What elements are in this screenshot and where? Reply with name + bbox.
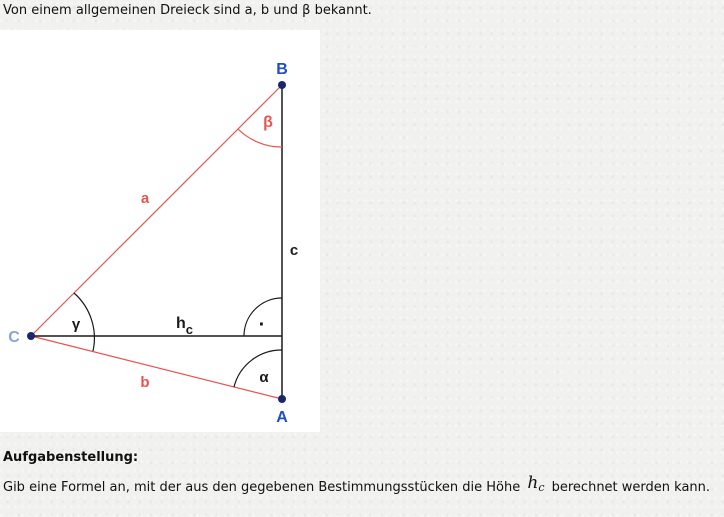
height-hc-base: h xyxy=(176,315,186,332)
task-text-before: Gib eine Formel an, mit der aus den gegebenen Bestimmungsstücken die Höhe xyxy=(3,480,521,495)
vertex-a-label: A xyxy=(276,409,288,426)
intro-text: Von einem allgemeinen Dreieck sind a, b und β bekannt. xyxy=(3,3,372,18)
side-b-label: b xyxy=(140,374,150,391)
triangle-diagram xyxy=(0,30,320,432)
height-hc-sub: c xyxy=(185,322,194,337)
triangle-figure xyxy=(0,30,320,432)
angle-beta-arc xyxy=(238,129,282,147)
vertex-b-point xyxy=(278,81,286,89)
vertex-c-point xyxy=(27,332,35,340)
vertex-b-label: B xyxy=(276,61,288,78)
angle-gamma-label: γ xyxy=(71,316,81,333)
side-a-line xyxy=(31,85,282,336)
right-angle-dot: · xyxy=(258,314,266,336)
task-text xyxy=(3,473,719,499)
height-hc-label xyxy=(176,315,193,337)
vertex-a-point xyxy=(278,395,286,403)
task-text-after: berechnet werden kann. xyxy=(551,480,711,495)
math-hc-sub: c xyxy=(538,481,545,494)
side-c-label: c xyxy=(289,242,299,259)
math-hc xyxy=(524,473,547,493)
angle-beta-label: β xyxy=(263,114,273,131)
side-a-label: a xyxy=(140,190,150,207)
task-heading: Aufgabenstellung: xyxy=(3,450,139,465)
vertex-c-label: C xyxy=(8,329,20,346)
angle-alpha-arc xyxy=(234,350,282,387)
angle-alpha-label: α xyxy=(259,369,269,386)
math-hc-base: h xyxy=(527,473,539,493)
